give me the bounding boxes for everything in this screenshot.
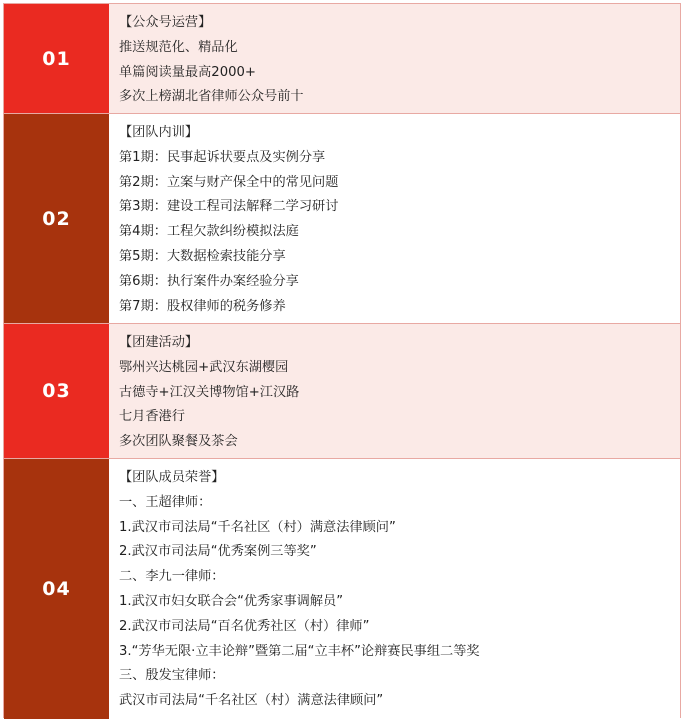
row-number: 03 — [4, 324, 109, 458]
section-heading: 【团队内训】 — [119, 125, 199, 140]
content-line: 七月香港行 — [119, 409, 185, 425]
row-number: 04 — [4, 459, 109, 719]
content-line: 单篇阅读量最高2000+ — [119, 64, 256, 80]
content-line: 二、李九一律师： — [119, 569, 225, 585]
content-line: 第4期：工程欠款纠纷模拟法庭 — [119, 224, 299, 240]
table-row — [4, 324, 680, 459]
content-line: 武汉市司法局“千名社区（村）满意法律顾问” — [119, 693, 384, 709]
section-heading: 【团队成员荣誉】 — [119, 470, 225, 485]
content-line: 推送规范化、精品化 — [119, 39, 238, 55]
content-line: 2.武汉市司法局“百名优秀社区（村）律师” — [119, 618, 370, 634]
row-content — [109, 324, 680, 458]
table-row — [4, 4, 680, 114]
content-line: 1.武汉市妇女联合会“优秀家事调解员” — [119, 593, 344, 609]
content-line: 第7期：股权律师的税务修养 — [119, 298, 286, 314]
section-heading: 【团建活动】 — [119, 335, 199, 350]
content-line: 2.武汉市司法局“优秀案例三等奖” — [119, 544, 317, 560]
content-line: 第1期：民事起诉状要点及实例分享 — [119, 149, 326, 165]
table-row — [4, 459, 680, 719]
row-number: 02 — [4, 114, 109, 323]
section-heading: 【公众号运营】 — [119, 15, 212, 30]
info-table — [3, 3, 681, 718]
row-content — [109, 4, 680, 113]
content-line: 多次上榜湖北省律师公众号前十 — [119, 89, 304, 105]
content-line: 第3期：建设工程司法解释二学习研讨 — [119, 199, 339, 215]
content-line: 3.“芳华无限·立丰论辩”暨第二届“立丰杯”论辩赛民事组二等奖 — [119, 643, 480, 659]
content-line: 第5期：大数据检索技能分享 — [119, 248, 286, 264]
row-content — [109, 459, 680, 719]
content-line: 鄂州兴达桃园+武汉东湖樱园 — [119, 359, 289, 375]
content-line: 古德寺+江汉关博物馆+江汉路 — [119, 384, 300, 400]
content-line: 第2期：立案与财产保全中的常见问题 — [119, 174, 339, 190]
table-row — [4, 114, 680, 324]
row-number: 01 — [4, 4, 109, 113]
content-line: 三、殷发宝律师： — [119, 668, 225, 684]
row-content — [109, 114, 680, 323]
content-line: 多次团队聚餐及茶会 — [119, 434, 238, 450]
content-line: 第6期：执行案件办案经验分享 — [119, 273, 299, 289]
content-line: 1.武汉市司法局“千名社区（村）满意法律顾问” — [119, 519, 396, 535]
content-line: 一、王超律师： — [119, 494, 212, 510]
